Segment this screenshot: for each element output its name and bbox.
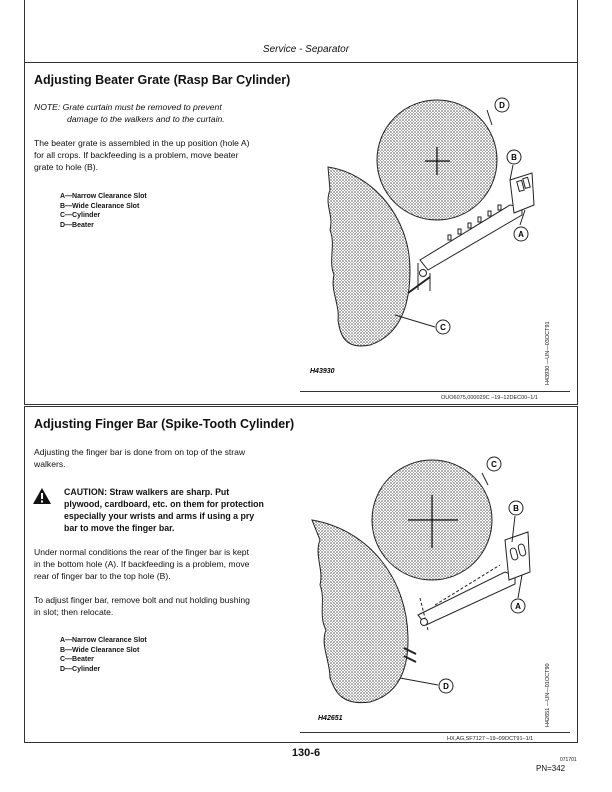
callout-label: C [440, 323, 446, 332]
legend-item: A—Narrow Clearance Slot [60, 193, 147, 200]
section1-body-line1: The beater grate is assembled in the up position (hole A) [34, 138, 250, 148]
legend-item: C—Cylinder [60, 212, 101, 219]
callout-label: A [518, 230, 524, 239]
caution-text [64, 486, 300, 534]
section1-ref: OUO6075,000029C –19–12DEC00–1/1 [441, 395, 538, 401]
section2-ref: HX,AG,SF7127 –19–09OCT91–1/1 [447, 736, 534, 742]
section1-body-line3: grate to hole (B). [34, 162, 99, 172]
legend-item: B—Wide Clearance Slot [60, 646, 140, 654]
callout-label: D [443, 682, 449, 691]
section2-intro-line1: Adjusting the finger bar is done from on top of the straw [34, 447, 246, 457]
callout-label: C [491, 460, 497, 469]
page-number: 130-6 [291, 747, 321, 759]
section2-para1-line2: in the bottom hole (A). If backfeeding is a problem, move [34, 559, 250, 569]
callout-label: B [513, 504, 519, 513]
callout-label: A [515, 602, 521, 611]
section2-title: Adjusting Finger Bar (Spike-Tooth Cylinder) [34, 417, 295, 431]
caution-line: CAUTION: Straw walkers are sharp. Put [64, 487, 230, 497]
caution-line: plywood, cardboard, etc. on them for protection [64, 499, 264, 509]
caution-line: bar to move the finger bar. [64, 523, 175, 533]
footer-pn: PN=342 [536, 764, 566, 773]
legend-item: C—Beater [60, 656, 94, 663]
legend-item: B—Wide Clearance Slot [60, 202, 140, 210]
callout-label: D [499, 101, 505, 110]
section2-para2-line2: in slot; then relocate. [34, 607, 114, 617]
legend-item: D—Cylinder [60, 665, 101, 673]
section2-intro-line2: walkers. [34, 459, 66, 469]
section2-legend [60, 636, 147, 674]
figure-id: H42651 [318, 715, 343, 722]
legend-item: D—Beater [60, 221, 94, 229]
section2-vertical-ref: H42651 —UN—01OCT90 [545, 663, 551, 727]
section1-title: Adjusting Beater Grate (Rasp Bar Cylinder) [34, 73, 291, 87]
page-header: Service - Separator [262, 44, 350, 55]
warning-icon [32, 487, 52, 505]
section1-note-line2: damage to the walkers and to the curtain. [67, 114, 225, 124]
beater-grate-figure [300, 95, 560, 385]
section2-para1-line3: rear of finger bar to the top hole (B). [34, 571, 171, 581]
section2-para2-line1: To adjust finger bar, remove bolt and nut holding bushing [34, 595, 250, 605]
section1-body-line2: for all crops. If backfeeding is a problem, move beater [34, 150, 239, 160]
callout-label: B [511, 153, 517, 162]
section2-figure-rule [300, 732, 570, 733]
footer-code: 071701 [560, 757, 577, 763]
section1-note-line1: NOTE: Grate curtain must be removed to prevent [34, 102, 222, 112]
section1-figure-rule [300, 391, 570, 392]
section1-vertical-ref: H43930 —UN—03OCT91 [545, 321, 551, 385]
section1-legend [60, 192, 147, 230]
caution-line: especially your wrists and arms if using a pry [64, 511, 255, 521]
finger-bar-figure [300, 440, 560, 730]
figure-id: H43930 [310, 368, 335, 375]
legend-item: A—Narrow Clearance Slot [60, 637, 147, 644]
section2-para1-line1: Under normal conditions the rear of the finger bar is kept [34, 547, 249, 557]
